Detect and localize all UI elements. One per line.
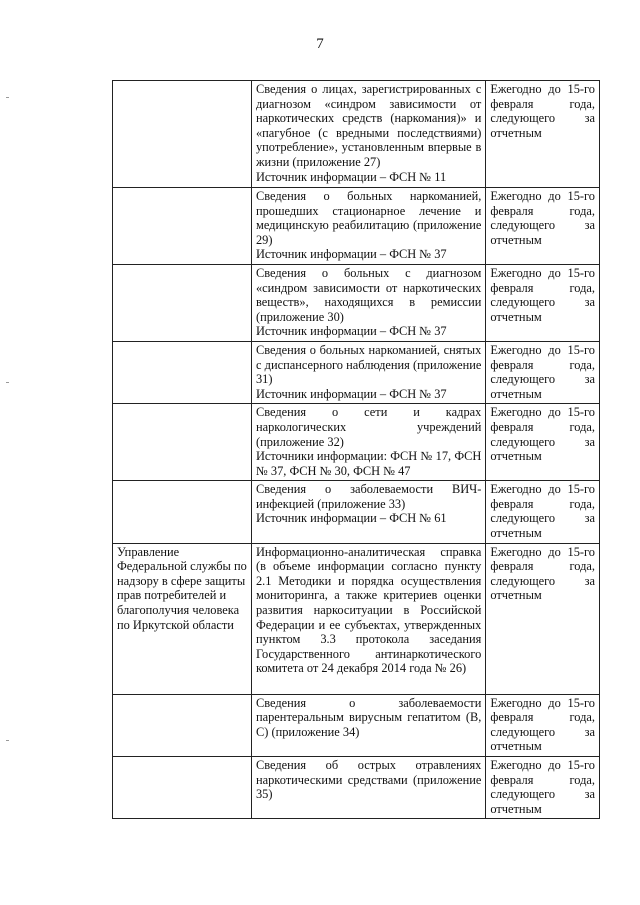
deadline-cell: Ежегодно до 15-го февраля года, следующего за отчетным (486, 341, 600, 403)
deadline-cell: Ежегодно до 15-го февраля года, следующего за отчетным (486, 264, 600, 341)
deadline-cell: Ежегодно до 15-го февраля года, следующего за отчетным (486, 481, 600, 543)
info-text: Сведения о сети и кадрах наркологических учреждений (приложение 32) (255, 405, 482, 449)
info-text: Сведения об острых отравлениях наркотическими средствами (приложение 35) (255, 758, 482, 802)
scan-margin-mark (6, 97, 9, 98)
info-text: Сведения о больных с диагнозом «синдром зависимости от наркотических веществ», находящихся в ремиссии (приложение 30) (255, 265, 482, 324)
source-text: Источник информации – ФСН № 61 (255, 511, 447, 526)
table-row (113, 543, 600, 694)
monitoring-table (112, 80, 600, 819)
scan-margin-mark (6, 740, 9, 741)
table-row (113, 481, 600, 543)
info-cell (251, 81, 485, 188)
source-text: Источники информации: ФСН № 17, ФСН № 37, ФСН № 30, ФСН № 47 (255, 449, 482, 478)
table-row (113, 188, 600, 265)
info-cell (251, 543, 485, 694)
info-cell (251, 481, 485, 543)
deadline-cell: Ежегодно до 15-го февраля года, следующего за отчетным (486, 81, 600, 188)
org-cell (113, 341, 252, 403)
info-text: Сведения о заболеваемости ВИЧ-инфекцией (приложение 33) (255, 482, 482, 511)
deadline-cell: Ежегодно до 15-го февраля года, следующего за отчетным (486, 694, 600, 756)
org-cell (113, 694, 252, 756)
info-text: Сведения о заболеваемости парентеральным вирусным гепатитом (В, С) (приложение 34) (255, 695, 482, 739)
info-cell (251, 694, 485, 756)
info-text: Сведения о лицах, зарегистрированных с диагнозом «синдром зависимости от наркотических средств (наркомания)» и «пагубное (с вредными последствиями) употребление», установленным впервые в жизни (приложение 27) (255, 82, 482, 169)
org-cell (113, 188, 252, 265)
info-cell (251, 341, 485, 403)
org-cell (113, 81, 252, 188)
deadline-cell: Ежегодно до 15-го февраля года, следующего за отчетным (486, 757, 600, 819)
deadline-cell: Ежегодно до 15-го февраля года, следующего за отчетным (486, 188, 600, 265)
org-cell: Управление Федеральной службы по надзору в сфере защиты прав потребителей и благополучия человека по Иркутской области (113, 543, 252, 694)
page-number: 7 (316, 36, 324, 52)
org-cell (113, 404, 252, 481)
info-cell (251, 757, 485, 819)
source-text: Источник информации – ФСН № 11 (255, 169, 447, 184)
info-text: Информационно-аналитическая справка (в объеме информации согласно пункту 2.1 Методики и порядка осуществления мониторинга, а также критериев оценки развития наркоситуации в Российской Федерации и ее субъектах, утвержденных пунктом 3.3 протокола заседания Государственного антинаркотического комитета от 24 декабря 2014 года № 26) (255, 544, 482, 676)
table-row (113, 264, 600, 341)
org-cell (113, 757, 252, 819)
table-row (113, 694, 600, 756)
info-cell (251, 264, 485, 341)
table-row (113, 341, 600, 403)
info-cell (251, 404, 485, 481)
org-cell (113, 481, 252, 543)
info-text: Сведения о больных наркоманией, прошедших стационарное лечение и медицинскую реабилитацию (приложение 29) (255, 189, 482, 247)
source-text: Источник информации – ФСН № 37 (255, 324, 447, 339)
table-row (113, 757, 600, 819)
info-text: Сведения о больных наркоманией, снятых с диспансерного наблюдения (приложение 31) (255, 342, 482, 387)
source-text: Источник информации – ФСН № 37 (255, 247, 447, 262)
table-row (113, 81, 600, 188)
scan-margin-mark (6, 382, 9, 383)
table-row (113, 404, 600, 481)
deadline-cell: Ежегодно до 15-го февраля года, следующего за отчетным (486, 543, 600, 694)
info-cell (251, 188, 485, 265)
org-cell (113, 264, 252, 341)
deadline-cell: Ежегодно до 15-го февраля года, следующего за отчетным (486, 404, 600, 481)
source-text: Источник информации – ФСН № 37 (255, 386, 447, 401)
